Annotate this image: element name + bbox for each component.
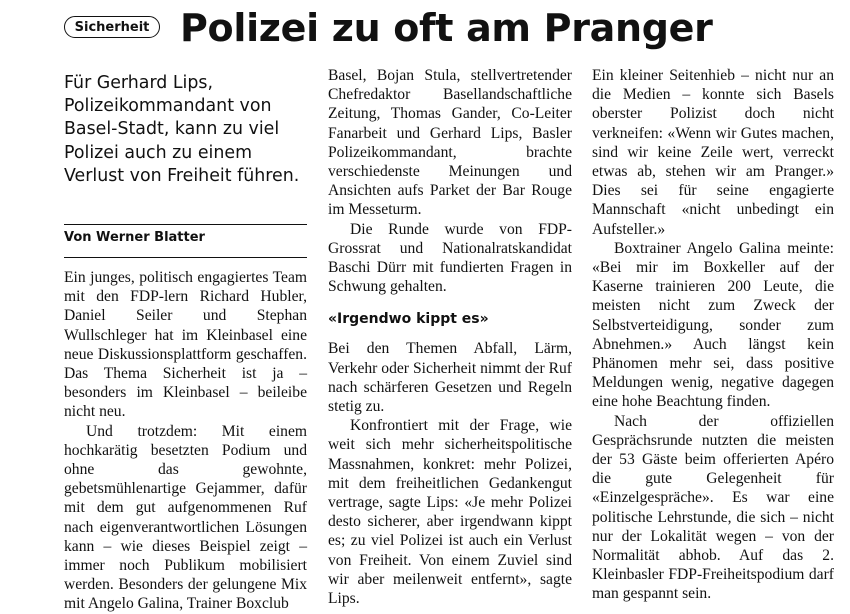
column-2 (328, 66, 572, 608)
byline-divider (64, 257, 307, 258)
column-3 (592, 66, 834, 604)
body-paragraph: Bei den Themen Abfall, Lärm, Verkehr oder Sicherheit nimmt der Ruf nach schärferen Gesetzen und Regeln stetig zu. (328, 340, 572, 416)
column-1 (64, 66, 307, 614)
body-paragraph: Basel, Bojan Stula, stellvertretender Chefredaktor Basellandschaftliche Zeitung, Thomas Gander, Co-Leiter Fanarbeit und Gerhard Lips, Basler Polizeikommandant, brachte verschiedenste Meinungen und Ansichten aufs Parket der Bar Rouge im Messeturm. (328, 67, 572, 219)
body-paragraph: Boxtrainer Angelo Galina meinte: «Bei mir im Boxkeller auf der Kaserne trainieren 200 Leute, die meisten nicht zum Zweck der Selbstverteidigung, sonder zum Abnehmen.» Auch längst kein Phänomen mehr sei, dass positive Meldungen wenig, negative dagegen eine hohe Beachtung finden. (592, 239, 834, 411)
subheading: «Irgendwo kippt es» (328, 311, 489, 328)
body-paragraph: Ein kleiner Seitenhieb – nicht nur an die Medien – konnte sich Basels oberster Polizist doch nicht verkneifen: «Wenn wir Gutes machen, sind wir keine Zeile wert, verreckt etwas ab, stehen wir am Pranger.» Dies sei für seine engagierte Mannschaft «nicht unbedingt ein Aufsteller.» (592, 67, 834, 238)
body-paragraph: Nach der offiziellen Gesprächsrunde nutzten die meisten der 53 Gäste beim offerierten Apéro die gute Gelegenheit für «Einzelgespräche». Es war eine politische Lehrstunde, die sich – nicht nur der Lokalität wegen – von der Normalität abhob. Auf das 2. Kleinbasler FDP-Freiheitspodium darf man gespannt sein. (592, 412, 834, 603)
section-rubric: Sicherheit (64, 16, 160, 38)
body-paragraph: Ein junges, politisch engagiertes Team mit den FDP-lern Richard Hubler, Daniel Seiler und Stephan Wullschleger hat im Kleinbasel eine neue Diskussionsplattform geschaffen. Das Thema Sicherheit ist ja – besonders im Kleinbasel – beileibe nicht neu. (64, 269, 307, 421)
byline: Von Werner Blatter (64, 224, 307, 248)
lead-paragraph: Für Gerhard Lips, Polizeikommandant von Basel-Stadt, kann zu viel Polizei auch zu einem Verlust von Freiheit führen. (64, 73, 300, 186)
body-paragraph: Und trotzdem: Mit einem hochkarätig besetzten Podium und ohne das gewohnte, gebetsmühlenartige Gejammer, dafür mit dem gut aufgenommenen Ruf nach eigenverantwortlichen Lösungen kann – wie dieses Beispiel zeigt – immer noch Publikum mobilisiert werden. Besonders der gelungene Mix mit Angelo Galina, Trainer Boxclub (64, 422, 307, 613)
body-paragraph: Konfrontiert mit der Frage, wie weit sich mehr sicherheitspolitische Massnahmen, konkret: mehr Polizei, mit dem freiheitlichen Gedankengut vertrage, sagte Lips: «Je mehr Polizei desto sicherer, aber irgendwann kippt es; zu viel Polizei ist auch ein Verlust von Freiheit. Von einem Zuviel sind wir aber meilenweit entfernt», sagte Lips. (328, 417, 572, 608)
headline: Polizei zu oft am Pranger (180, 6, 713, 50)
body-paragraph: Die Runde wurde von FDP-Grossrat und Nationalratskandidat Baschi Dürr mit fundierten Fragen in Schwung gehalten. (328, 220, 572, 296)
